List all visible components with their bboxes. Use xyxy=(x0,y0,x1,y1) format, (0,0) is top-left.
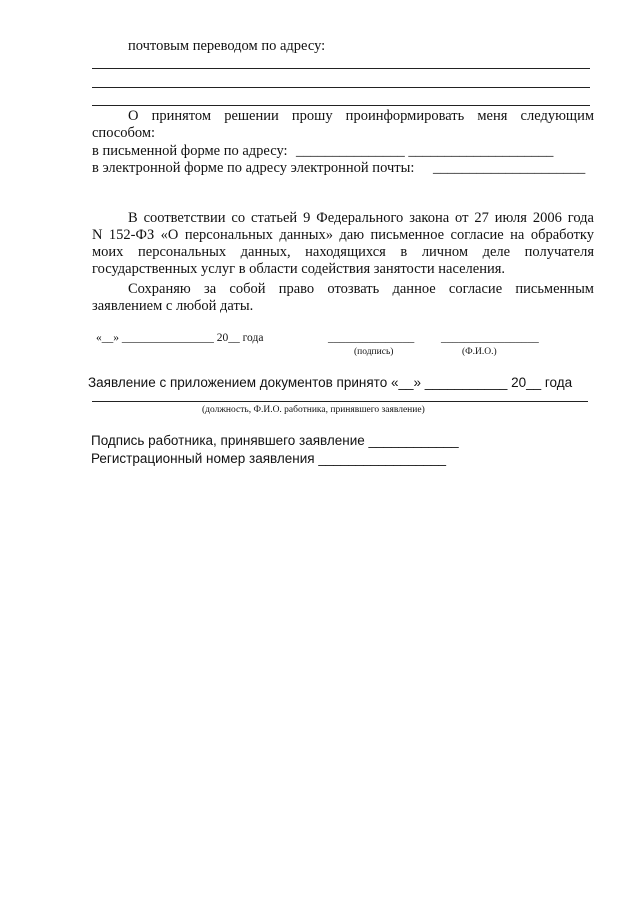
postal-address-line-3 xyxy=(92,105,590,106)
acceptance-caption: (должность, Ф.И.О. работника, принявшего заявление) xyxy=(202,405,425,415)
signature-blank: _______________ xyxy=(328,332,415,344)
consent-line-1: В соответствии со статьей 9 Федерального закона от 27 июля 2006 года xyxy=(128,210,594,226)
notify-request-line-1: О принятом решении прошу проинформировать меня следующим xyxy=(128,108,594,124)
postal-address-line-2 xyxy=(92,87,590,88)
name-blank: _________________ xyxy=(441,332,539,344)
staff-signature-field: Подпись работника, принявшего заявление ____________ xyxy=(91,433,459,448)
written-address-blank: _______________ ____________________ xyxy=(296,143,554,159)
revoke-line-2: заявлением с любой даты. xyxy=(92,298,254,314)
consent-line-4: государственных услуг в области содействия занятости населения. xyxy=(92,261,506,277)
consent-line-2: N 152-ФЗ «О персональных данных» даю письменное согласие на обработку xyxy=(92,227,594,243)
revoke-line-1: Сохраняю за собой право отозвать данное согласие письменным xyxy=(128,281,594,297)
name-caption: (Ф.И.О.) xyxy=(462,347,497,357)
email-form-label: в электронной форме по адресу электронной почты: xyxy=(92,160,415,176)
written-form-label: в письменной форме по адресу: xyxy=(92,143,288,159)
application-date: «__» ________________ 20__ года xyxy=(96,332,264,344)
postal-transfer-label: почтовым переводом по адресу: xyxy=(128,38,326,54)
notify-request-line-2: способом: xyxy=(92,125,156,141)
consent-line-3: моих персональных данных, находящихся в личном деле получателя xyxy=(92,244,594,260)
registration-number-field: Регистрационный номер заявления _________________ xyxy=(91,451,446,466)
signature-caption: (подпись) xyxy=(354,347,394,357)
acceptance-signature-line xyxy=(92,401,588,402)
email-address-blank: _____________________ xyxy=(433,160,586,176)
acceptance-statement: Заявление с приложением документов принято «__» ___________ 20__ года xyxy=(88,375,573,390)
postal-address-line-1 xyxy=(92,68,590,69)
